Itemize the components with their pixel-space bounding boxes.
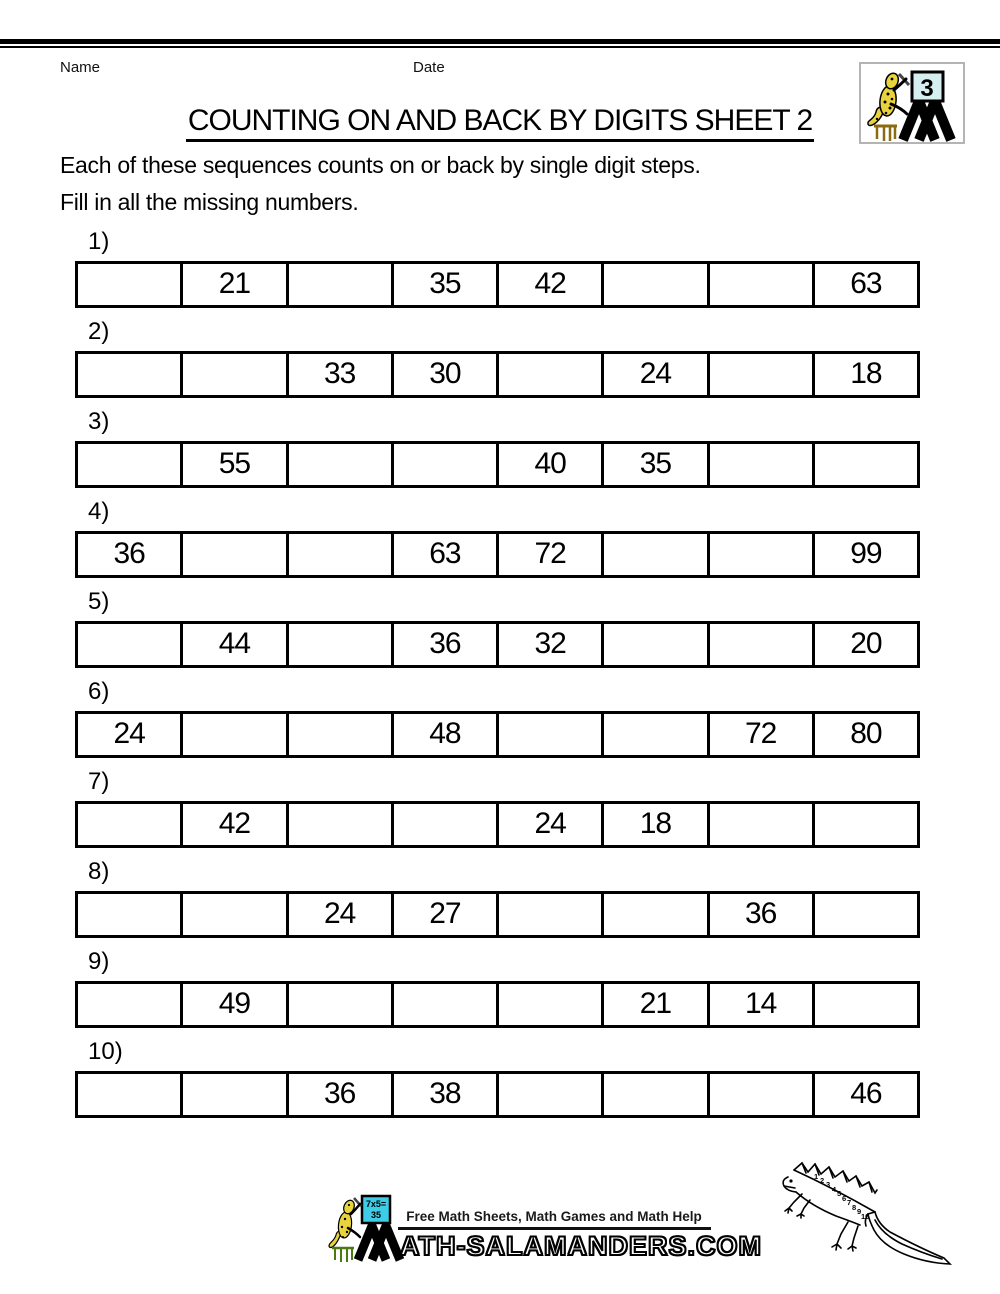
given-number-cell: 42 (496, 264, 601, 305)
svg-text:1: 1 (814, 1172, 819, 1181)
answer-blank-cell[interactable] (496, 1074, 601, 1115)
given-number-cell: 40 (496, 444, 601, 485)
question-row (75, 318, 920, 398)
question-row (75, 498, 920, 578)
answer-blank-cell[interactable] (78, 894, 180, 935)
given-number-cell: 24 (113, 716, 145, 750)
answer-blank-cell[interactable] (601, 894, 706, 935)
svg-text:4: 4 (832, 1185, 837, 1194)
question-number: 9) (88, 948, 110, 975)
answer-blank-cell[interactable] (180, 354, 285, 395)
footer-rule (398, 1227, 711, 1230)
question-number: 5) (88, 588, 110, 615)
answer-blank-cell[interactable] (180, 1074, 285, 1115)
worksheet-title-wrap (0, 104, 1000, 142)
question-row (75, 408, 920, 488)
given-number-cell: 14 (707, 984, 812, 1025)
given-number-cell: 36 (707, 894, 812, 935)
given-number-cell: 24 (601, 354, 706, 395)
given-number-cell: 18 (601, 804, 706, 845)
answer-blank-cell[interactable] (496, 984, 601, 1025)
sequence-strip (75, 981, 920, 1028)
given-number-cell: 33 (286, 354, 391, 395)
answer-blank-cell[interactable] (78, 624, 180, 665)
given-number-cell: 80 (812, 714, 917, 755)
svg-text:10: 10 (861, 1212, 870, 1221)
question-row (75, 1038, 920, 1118)
given-number-cell: 63 (812, 264, 917, 305)
answer-blank-cell[interactable] (707, 804, 812, 845)
sequence-strip (75, 711, 920, 758)
given-number-cell: 49 (180, 984, 285, 1025)
question-number: 2) (88, 318, 110, 345)
answer-blank-cell[interactable] (78, 984, 180, 1025)
answer-blank-cell[interactable] (707, 354, 812, 395)
answer-blank-cell[interactable] (78, 804, 180, 845)
answer-blank-cell[interactable] (707, 624, 812, 665)
svg-text:8: 8 (852, 1203, 857, 1212)
footer-board-line1: 7x5= (365, 1199, 387, 1209)
instruction-line-2: Fill in all the missing numbers. (60, 189, 359, 215)
given-number-cell: 36 (113, 536, 145, 570)
answer-blank-cell[interactable] (286, 624, 391, 665)
svg-text:6: 6 (842, 1194, 847, 1203)
answer-blank-cell[interactable] (286, 444, 391, 485)
sequence-strip (75, 261, 920, 308)
answer-blank-cell[interactable] (496, 714, 601, 755)
svg-text:7: 7 (847, 1198, 852, 1207)
given-number-cell: 35 (391, 264, 496, 305)
answer-blank-cell[interactable] (601, 714, 706, 755)
answer-blank-cell[interactable] (78, 444, 180, 485)
question-number: 6) (88, 678, 110, 705)
answer-blank-cell[interactable] (812, 444, 917, 485)
given-number-cell: 24 (496, 804, 601, 845)
question-row (75, 228, 920, 308)
question-row (75, 588, 920, 668)
given-number-cell: 55 (180, 444, 285, 485)
given-number-cell: 46 (812, 1074, 917, 1115)
answer-blank-cell[interactable] (601, 264, 706, 305)
question-number: 4) (88, 498, 110, 525)
answer-blank-cell[interactable] (286, 264, 391, 305)
answer-blank-cell[interactable] (286, 714, 391, 755)
question-number: 10) (88, 1038, 123, 1065)
given-number-cell: 24 (286, 894, 391, 935)
answer-blank-cell[interactable] (391, 984, 496, 1025)
footer-board-line2: 35 (370, 1210, 382, 1220)
given-number-cell: 48 (391, 714, 496, 755)
question-row (75, 678, 920, 758)
answer-blank-cell[interactable] (78, 264, 180, 305)
sequence-strip (75, 621, 920, 668)
given-number-cell: 99 (812, 534, 917, 575)
sequence-strip (75, 891, 920, 938)
name-field-label: Name (60, 59, 101, 76)
answer-blank-cell[interactable] (286, 534, 391, 575)
svg-text:2: 2 (820, 1176, 825, 1185)
given-number-cell: 36 (286, 1074, 391, 1115)
given-number-cell: 27 (391, 894, 496, 935)
answer-blank-cell[interactable] (286, 984, 391, 1025)
answer-blank-cell[interactable] (180, 894, 285, 935)
answer-blank-cell[interactable] (601, 534, 706, 575)
question-row (75, 948, 920, 1028)
given-number-cell: 38 (391, 1074, 496, 1115)
given-number-cell: 72 (707, 714, 812, 755)
answer-blank-cell[interactable] (601, 1074, 706, 1115)
sequence-strip (75, 351, 920, 398)
svg-text:3: 3 (826, 1180, 831, 1189)
svg-text:5: 5 (837, 1189, 842, 1198)
question-number: 3) (88, 408, 110, 435)
answer-blank-cell[interactable] (180, 714, 285, 755)
badge-number: 3 (920, 75, 934, 102)
given-number-cell: 44 (180, 624, 285, 665)
given-number-cell: 35 (601, 444, 706, 485)
given-number-cell: 32 (496, 624, 601, 665)
given-number-cell: 42 (180, 804, 285, 845)
answer-blank-cell[interactable] (496, 894, 601, 935)
top-rule-thick (0, 39, 1000, 44)
answer-blank-cell[interactable] (707, 444, 812, 485)
question-number: 8) (88, 858, 110, 885)
answer-blank-cell[interactable] (286, 804, 391, 845)
sequence-strip (75, 531, 920, 578)
answer-blank-cell[interactable] (180, 534, 285, 575)
date-field-label: Date (413, 59, 445, 76)
worksheet-title: COUNTING ON AND BACK BY DIGITS SHEET 2 (186, 104, 814, 142)
answer-blank-cell[interactable] (707, 1074, 812, 1115)
sequence-strip (75, 1071, 920, 1118)
question-number: 7) (88, 768, 110, 795)
given-number-cell: 21 (601, 984, 706, 1025)
sequence-strip (75, 441, 920, 488)
footer-tagline: Free Math Sheets, Math Games and Math Help (406, 1209, 702, 1224)
answer-blank-cell[interactable] (707, 534, 812, 575)
question-number: 1) (88, 228, 110, 255)
answer-blank-cell[interactable] (812, 984, 917, 1025)
given-number-cell: 30 (391, 354, 496, 395)
given-number-cell: 21 (180, 264, 285, 305)
numbered-newt-illustration (778, 1150, 993, 1270)
given-number-cell: 36 (391, 624, 496, 665)
answer-blank-cell[interactable] (812, 804, 917, 845)
given-number-cell: 18 (812, 354, 917, 395)
answer-blank-cell[interactable] (496, 354, 601, 395)
top-rule-thin (0, 46, 1000, 48)
answer-blank-cell[interactable] (812, 894, 917, 935)
question-row (75, 858, 920, 938)
instruction-line-1: Each of these sequences counts on or back by single digit steps. (60, 152, 701, 178)
sequence-strip (75, 801, 920, 848)
given-number-cell: 72 (496, 534, 601, 575)
given-number-cell: 63 (391, 534, 496, 575)
svg-text:9: 9 (857, 1207, 862, 1216)
footer-wordmark: ATH-SALAMANDERS.COM (400, 1231, 762, 1261)
answer-blank-cell[interactable] (601, 624, 706, 665)
answer-blank-cell[interactable] (78, 354, 180, 395)
answer-blank-cell[interactable] (391, 804, 496, 845)
answer-blank-cell[interactable] (391, 444, 496, 485)
answer-blank-cell[interactable] (78, 1074, 180, 1115)
question-row (75, 768, 920, 848)
answer-blank-cell[interactable] (707, 264, 812, 305)
given-number-cell: 20 (812, 624, 917, 665)
